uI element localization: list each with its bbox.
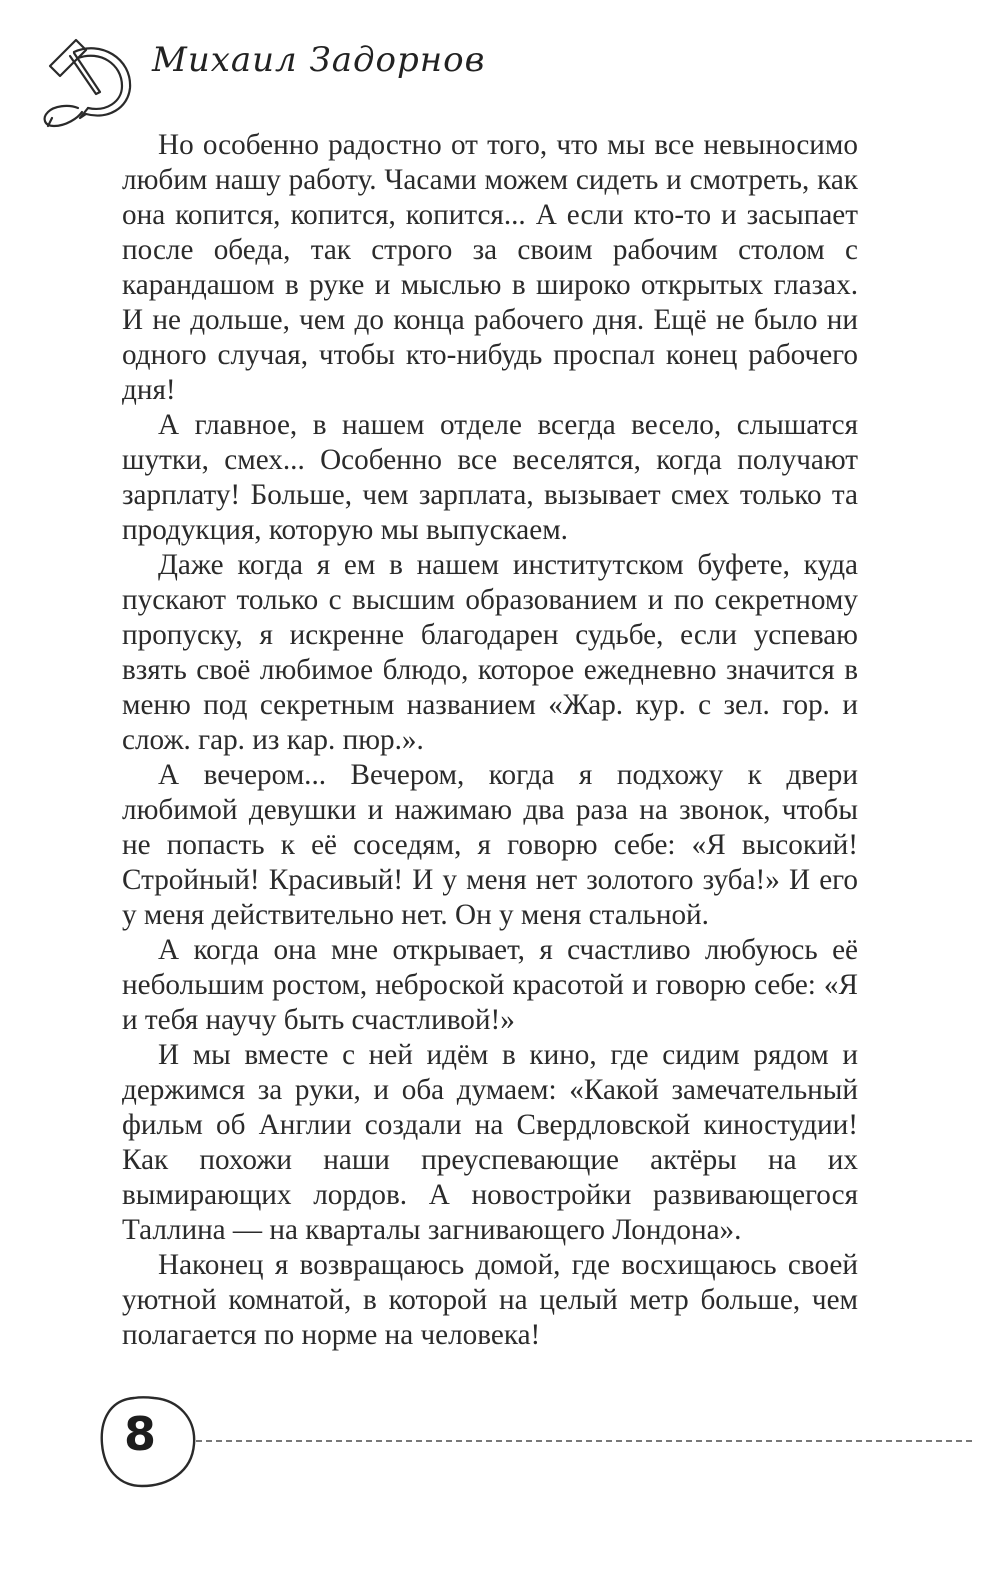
author-name: Михаил Задорнов	[152, 40, 486, 80]
page-number: 8	[123, 1407, 156, 1461]
footer-dashed-rule	[196, 1440, 972, 1442]
page-header	[34, 22, 554, 132]
paragraph: Наконец я возвращаюсь домой, где восхищаюсь своей уютной комнатой, в которой на целый метр больше, чем полагается по норме на человека!	[122, 1249, 858, 1351]
paragraph: Даже когда я ем в нашем институтском буфете, куда пускают только с высшим образованием и по секретному пропуску, я искренне благодарен судьбе, если успеваю взять своё любимое блюдо, которое ежедневно значится в меню под секретным названием «Жар. кур. с зел. гор. и слож. гар. из кар. пюр.».	[122, 549, 858, 756]
paragraph: И мы вместе с ней идём в кино, где сидим рядом и держимся за руки, и оба думаем: «Какой замечательный фильм об Англии создали на Свердловской киностудии! Как похожи наши преуспевающие актёры на их вымирающих лордов. А новостройки развивающегося Таллина — на кварталы загнивающего Лондона».	[122, 1039, 858, 1246]
body-text	[122, 128, 858, 1353]
page-footer	[96, 1392, 976, 1492]
paragraph: Но особенно радостно от того, что мы все невыносимо любим нашу работу. Часами можем сидеть и смотреть, как она копится, копится, копится... А если кто-то и засыпает после обеда, так строго за своим рабочим столом с карандашом в руке и мыслью в широко открытых глазах. И не дольше, чем до конца рабочего дня. Ещё не было ни одного случая, чтобы кто-нибудь проспал конец рабочего дня!	[122, 129, 858, 406]
paragraph: А вечером... Вечером, когда я подхожу к двери любимой девушки и нажимаю два раза на звонок, чтобы не попасть к её соседям, я говорю себе: «Я высокий! Стройный! Красивый! И у меня нет золотого зуба!» И его у меня действительно нет. Он у меня стальной.	[122, 759, 858, 931]
hammer-sickle-icon	[34, 22, 144, 132]
paragraph: А когда она мне открывает, я счастливо любуюсь её небольшим ростом, неброской красотой и говорю себе: «Я и тебя научу быть счастливой!»	[122, 934, 858, 1036]
paragraph: А главное, в нашем отделе всегда весело, слышатся шутки, смех... Особенно все веселятся, когда получают зарплату! Больше, чем зарплата, вызывает смех только та продукция, которую мы выпускаем.	[122, 409, 858, 546]
